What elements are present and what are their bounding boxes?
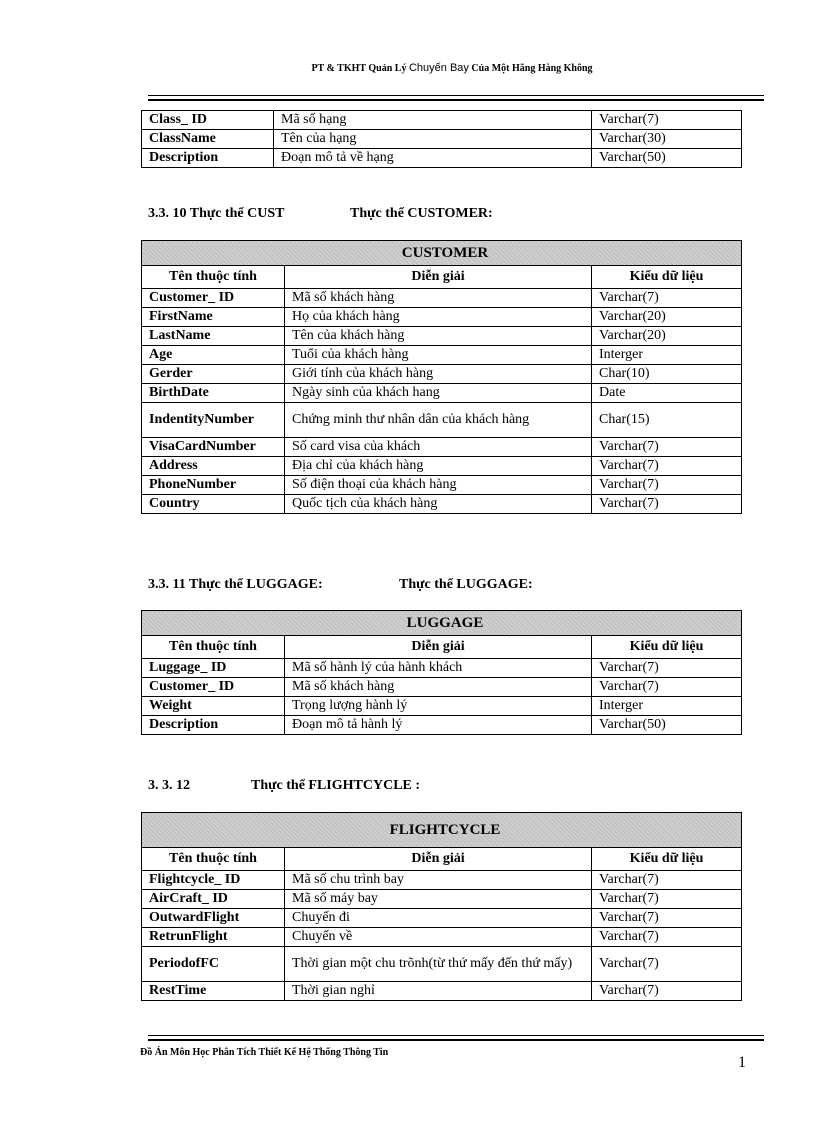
description-cell: Tên của hạng bbox=[274, 130, 592, 149]
description-cell: Chuyến đi bbox=[285, 909, 592, 928]
page-number: 1 bbox=[738, 1054, 746, 1071]
description-cell: Quốc tịch của khách hàng bbox=[285, 495, 592, 514]
table-row bbox=[142, 308, 742, 327]
column-header: Diễn giải bbox=[285, 266, 592, 289]
header-left: PT & TKHT Quản Lý bbox=[311, 63, 407, 74]
data-type-cell: Varchar(7) bbox=[592, 457, 742, 476]
data-type-cell: Interger bbox=[592, 346, 742, 365]
data-type-cell: Varchar(7) bbox=[592, 982, 742, 1001]
data-type-cell: Varchar(7) bbox=[592, 947, 742, 982]
attribute-name-cell: VisaCardNumber bbox=[142, 438, 285, 457]
data-type-cell: Varchar(7) bbox=[592, 890, 742, 909]
attribute-name-cell: PhoneNumber bbox=[142, 476, 285, 495]
data-type-cell: Varchar(7) bbox=[592, 909, 742, 928]
description-cell: Giới tính của khách hàng bbox=[285, 365, 592, 384]
description-cell: Số card visa của khách bbox=[285, 438, 592, 457]
section-number: 3.3. 10 Thực thể CUST bbox=[148, 206, 285, 221]
description-cell: Chứng minh thư nhân dân của khách hàng bbox=[285, 403, 592, 438]
attribute-name-cell: Description bbox=[142, 149, 274, 168]
attribute-name-cell: PeriodofFC bbox=[142, 947, 285, 982]
table-row bbox=[142, 289, 742, 308]
description-cell: Tuổi của khách hàng bbox=[285, 346, 592, 365]
description-cell: Số điện thoại của khách hàng bbox=[285, 476, 592, 495]
column-header: Kiểu dữ liệu bbox=[592, 636, 742, 659]
description-cell: Họ của khách hàng bbox=[285, 308, 592, 327]
table-row bbox=[142, 403, 742, 438]
data-type-cell: Varchar(7) bbox=[592, 438, 742, 457]
description-cell: Mã số hạng bbox=[274, 111, 592, 130]
table-row bbox=[142, 495, 742, 514]
description-cell: Mã số chu trình bay bbox=[285, 871, 592, 890]
description-cell: Đoạn mô tả về hạng bbox=[274, 149, 592, 168]
attribute-name-cell: RestTime bbox=[142, 982, 285, 1001]
description-cell: Mã số khách hàng bbox=[285, 289, 592, 308]
attribute-name-cell: Address bbox=[142, 457, 285, 476]
page-header bbox=[140, 62, 764, 74]
table-row bbox=[142, 384, 742, 403]
data-type-cell: Varchar(7) bbox=[592, 111, 742, 130]
table-row bbox=[142, 457, 742, 476]
table-row bbox=[142, 947, 742, 982]
customer-table bbox=[141, 240, 742, 514]
table-row bbox=[142, 149, 742, 168]
section-title: Thực thể CUSTOMER: bbox=[350, 206, 493, 221]
attribute-name-cell: AirCraft_ ID bbox=[142, 890, 285, 909]
data-type-cell: Varchar(7) bbox=[592, 871, 742, 890]
data-type-cell: Date bbox=[592, 384, 742, 403]
description-cell: Chuyến về bbox=[285, 928, 592, 947]
table-row bbox=[142, 716, 742, 735]
table-row bbox=[142, 928, 742, 947]
description-cell: Thời gian một chu trõnh(từ thứ mấy đến thứ mấy) bbox=[285, 947, 592, 982]
attribute-name-cell: IndentityNumber bbox=[142, 403, 285, 438]
attribute-name-cell: Country bbox=[142, 495, 285, 514]
description-cell: Đoạn mô tả hành lý bbox=[285, 716, 592, 735]
section-title: Thực thể FLIGHTCYCLE : bbox=[251, 778, 421, 793]
table-row bbox=[142, 678, 742, 697]
flightcycle-table bbox=[141, 812, 742, 1001]
attribute-name-cell: BirthDate bbox=[142, 384, 285, 403]
data-type-cell: Varchar(20) bbox=[592, 327, 742, 346]
section-title: Thực thể LUGGAGE: bbox=[399, 577, 533, 592]
column-header: Diễn giải bbox=[285, 848, 592, 871]
table-title: CUSTOMER bbox=[142, 241, 742, 266]
description-cell: Địa chỉ của khách hàng bbox=[285, 457, 592, 476]
column-header: Kiểu dữ liệu bbox=[592, 848, 742, 871]
section-number: 3. 3. 12 bbox=[148, 778, 190, 793]
footer-rule bbox=[148, 1035, 764, 1041]
column-header: Tên thuộc tính bbox=[142, 636, 285, 659]
description-cell: Tên của khách hàng bbox=[285, 327, 592, 346]
data-type-cell: Varchar(7) bbox=[592, 495, 742, 514]
description-cell: Mã số hành lý của hành khách bbox=[285, 659, 592, 678]
column-header: Diễn giải bbox=[285, 636, 592, 659]
description-cell: Mã số khách hàng bbox=[285, 678, 592, 697]
data-type-cell: Varchar(7) bbox=[592, 476, 742, 495]
attribute-name-cell: Customer_ ID bbox=[142, 289, 285, 308]
table-row bbox=[142, 111, 742, 130]
attribute-name-cell: ClassName bbox=[142, 130, 274, 149]
data-type-cell: Char(15) bbox=[592, 403, 742, 438]
table-row bbox=[142, 476, 742, 495]
data-type-cell: Varchar(7) bbox=[592, 928, 742, 947]
data-type-cell: Varchar(7) bbox=[592, 678, 742, 697]
attribute-name-cell: FirstName bbox=[142, 308, 285, 327]
column-header: Tên thuộc tính bbox=[142, 848, 285, 871]
data-type-cell: Varchar(50) bbox=[592, 149, 742, 168]
attribute-name-cell: LastName bbox=[142, 327, 285, 346]
table-row bbox=[142, 346, 742, 365]
table-row bbox=[142, 890, 742, 909]
class-table bbox=[141, 110, 742, 168]
header-rule bbox=[148, 95, 764, 101]
attribute-name-cell: Flightcycle_ ID bbox=[142, 871, 285, 890]
data-type-cell: Varchar(30) bbox=[592, 130, 742, 149]
data-type-cell: Varchar(20) bbox=[592, 308, 742, 327]
attribute-name-cell: Age bbox=[142, 346, 285, 365]
table-row bbox=[142, 697, 742, 716]
column-header: Tên thuộc tính bbox=[142, 266, 285, 289]
luggage-table bbox=[141, 610, 742, 735]
description-cell: Ngày sinh của khách hang bbox=[285, 384, 592, 403]
description-cell: Trọng lượng hành lý bbox=[285, 697, 592, 716]
table-row bbox=[142, 365, 742, 384]
header-middle: Chuyến Bay bbox=[408, 62, 469, 74]
table-row bbox=[142, 982, 742, 1001]
description-cell: Mã số máy bay bbox=[285, 890, 592, 909]
attribute-name-cell: Gerder bbox=[142, 365, 285, 384]
table-row bbox=[142, 909, 742, 928]
table-row bbox=[142, 438, 742, 457]
table-row bbox=[142, 659, 742, 678]
attribute-name-cell: RetrunFlight bbox=[142, 928, 285, 947]
description-cell: Thời gian nghỉ bbox=[285, 982, 592, 1001]
table-row bbox=[142, 871, 742, 890]
header-right: Của Một Hãng Hàng Không bbox=[471, 63, 593, 74]
table-title: FLIGHTCYCLE bbox=[142, 813, 742, 848]
page-footer: Đồ Án Môn Học Phân Tích Thiết Kế Hệ Thống Thông Tin bbox=[140, 1047, 389, 1058]
attribute-name-cell: Customer_ ID bbox=[142, 678, 285, 697]
attribute-name-cell: Class_ ID bbox=[142, 111, 274, 130]
data-type-cell: Interger bbox=[592, 697, 742, 716]
data-type-cell: Varchar(7) bbox=[592, 659, 742, 678]
table-row bbox=[142, 130, 742, 149]
attribute-name-cell: Description bbox=[142, 716, 285, 735]
data-type-cell: Char(10) bbox=[592, 365, 742, 384]
table-title: LUGGAGE bbox=[142, 611, 742, 636]
attribute-name-cell: Luggage_ ID bbox=[142, 659, 285, 678]
column-header: Kiểu dữ liệu bbox=[592, 266, 742, 289]
attribute-name-cell: Weight bbox=[142, 697, 285, 716]
table-row bbox=[142, 327, 742, 346]
attribute-name-cell: OutwardFlight bbox=[142, 909, 285, 928]
section-number: 3.3. 11 Thực thể LUGGAGE: bbox=[148, 577, 323, 592]
data-type-cell: Varchar(7) bbox=[592, 289, 742, 308]
data-type-cell: Varchar(50) bbox=[592, 716, 742, 735]
